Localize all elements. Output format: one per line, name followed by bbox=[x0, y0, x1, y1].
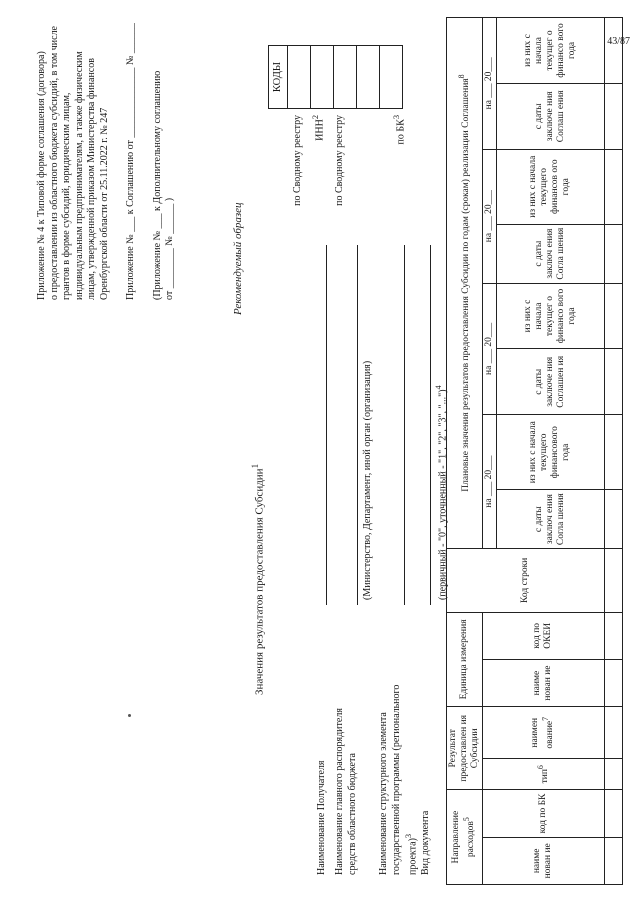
code-cell[interactable] bbox=[288, 46, 311, 109]
table-cell[interactable] bbox=[604, 149, 622, 224]
inn-label: ИНН$^2$ bbox=[311, 115, 326, 141]
table-cell[interactable] bbox=[604, 837, 622, 884]
from-year-start-header: из них с начала текущего финансового года bbox=[496, 415, 604, 490]
page-number: 43/87 bbox=[607, 36, 630, 47]
from-agreement-date-header: с даты заключе ния Соглаш ения bbox=[496, 83, 604, 149]
direction-header: Направление расходов$^5$ bbox=[447, 790, 483, 885]
from-year-start-header: из них с начала текущег о финансо вого года bbox=[496, 18, 604, 84]
table-cell[interactable] bbox=[604, 18, 622, 84]
annex-line: индивидуальным предпринимателям, а также физическим bbox=[73, 51, 85, 300]
result-header: Результат предоставлен ия Субсидии bbox=[447, 707, 483, 790]
table-cell[interactable] bbox=[604, 707, 622, 759]
table-cell[interactable] bbox=[604, 659, 622, 706]
table-cell[interactable] bbox=[604, 349, 622, 415]
code-cell[interactable] bbox=[380, 46, 403, 109]
structural-element-line[interactable] bbox=[404, 245, 405, 605]
table-cell[interactable] bbox=[604, 759, 622, 790]
planned-values-header: Плановые значения результатов предоставления Субсидии по годам (срокам) реализации Соглашения$^8$ bbox=[447, 18, 483, 549]
result-type-header: тип$^6$ bbox=[482, 759, 604, 790]
table-cell[interactable] bbox=[604, 283, 622, 349]
year-header: на ___ 20___ bbox=[482, 415, 496, 549]
recipient-label: Наименование Получателя bbox=[316, 760, 327, 875]
table-cell[interactable] bbox=[604, 83, 622, 149]
code-cell[interactable] bbox=[311, 46, 334, 109]
annex-line: Оренбургской области от 25.11.2022 г. № 247 bbox=[98, 107, 110, 300]
code-cell[interactable] bbox=[357, 46, 380, 109]
recipient-line[interactable] bbox=[326, 245, 327, 605]
result-name-header: наимен ование$^7$ bbox=[482, 707, 604, 759]
recommended-sample: Рекомендуемый образец bbox=[232, 202, 244, 315]
document-title bbox=[250, 295, 267, 695]
structural-element-label-2: государственной программы (регионального bbox=[391, 684, 402, 875]
results-table bbox=[446, 17, 623, 885]
row-code-header: Код строки bbox=[447, 549, 605, 612]
scan-mark bbox=[128, 714, 131, 717]
unit-name-header: наиме нован ие bbox=[482, 659, 604, 706]
doc-type-caption: (первичный - "0", уточненный - "1", "2", "3", "...")$^4$ bbox=[434, 385, 449, 600]
title-text: Значения результатов предоставления Субсидии bbox=[253, 468, 266, 695]
registry-label-2: по Сводному реестру bbox=[334, 115, 345, 206]
table-cell[interactable] bbox=[604, 415, 622, 490]
code-cell[interactable] bbox=[334, 46, 357, 109]
main-manager-label-2: средств областного бюджета bbox=[347, 753, 358, 875]
annex-line: о предоставлении из областного бюджета субсидий, в том числе bbox=[48, 26, 60, 300]
year-header: на ___ 20___ bbox=[482, 18, 496, 150]
from-agreement-date-header: с даты заключе ния Соглашен ия bbox=[496, 349, 604, 415]
ministry-caption: (Министерство, Департамент, иной орган (организация) bbox=[362, 360, 373, 600]
annex-additional-line-1: (Приложение № ___ к Дополнительному соглашению bbox=[151, 70, 163, 300]
from-year-start-header: из них с начала текущег о финансо вого года bbox=[496, 283, 604, 349]
direction-name-header: наиме нован ие bbox=[482, 837, 604, 884]
from-agreement-date-header: с даты заключ ения Согла шения bbox=[496, 224, 604, 283]
codes-header: КОДЫ bbox=[269, 46, 288, 109]
main-manager-label-1: Наименование главного распорядителя bbox=[334, 708, 345, 875]
annex-line: Приложение № 4 к Типовой форме соглашения (договора) bbox=[36, 51, 47, 300]
title-footnote: 1 bbox=[250, 463, 260, 469]
from-agreement-date-header: с даты заключ ения Согла шения bbox=[496, 490, 604, 549]
unit-header: Единица измерения bbox=[447, 612, 483, 707]
direction-code-header: код по БК bbox=[482, 790, 604, 837]
table-cell[interactable] bbox=[604, 549, 622, 612]
annex-line: грантов в форме субсидий, юридическим лицам, bbox=[61, 92, 72, 300]
table-cell[interactable] bbox=[604, 490, 622, 549]
structural-element-label-1: Наименование структурного элемента bbox=[378, 712, 389, 875]
unit-okei-header: код по ОКЕИ bbox=[482, 612, 604, 659]
annex-line: лицам, утвержденной приказом Министерства финансов bbox=[86, 58, 97, 300]
main-manager-line[interactable] bbox=[357, 245, 358, 605]
annex-to-agreement: Приложение № ___ к Соглашению от ______________ № ______ bbox=[125, 23, 136, 300]
bk-label: по $БК^3$ bbox=[392, 115, 407, 145]
table-cell[interactable] bbox=[604, 224, 622, 283]
annex-additional-line-2: от ________ № ______ ) bbox=[164, 197, 175, 300]
year-header: на ___ 20___ bbox=[482, 149, 496, 283]
annex-header bbox=[36, 0, 177, 300]
table-cell[interactable] bbox=[604, 790, 622, 837]
codes-table bbox=[268, 45, 403, 109]
structural-element-label-3: проекта)$^3$ bbox=[404, 833, 419, 875]
doc-type-label: Вид документа bbox=[420, 810, 431, 875]
from-year-start-header: из них с начала текущего финансов ого года bbox=[496, 149, 604, 224]
year-header: на ___ 20___ bbox=[482, 283, 496, 415]
table-cell[interactable] bbox=[604, 612, 622, 659]
registry-label: по Сводному реестру bbox=[292, 115, 303, 206]
doc-type-line[interactable] bbox=[430, 245, 431, 605]
